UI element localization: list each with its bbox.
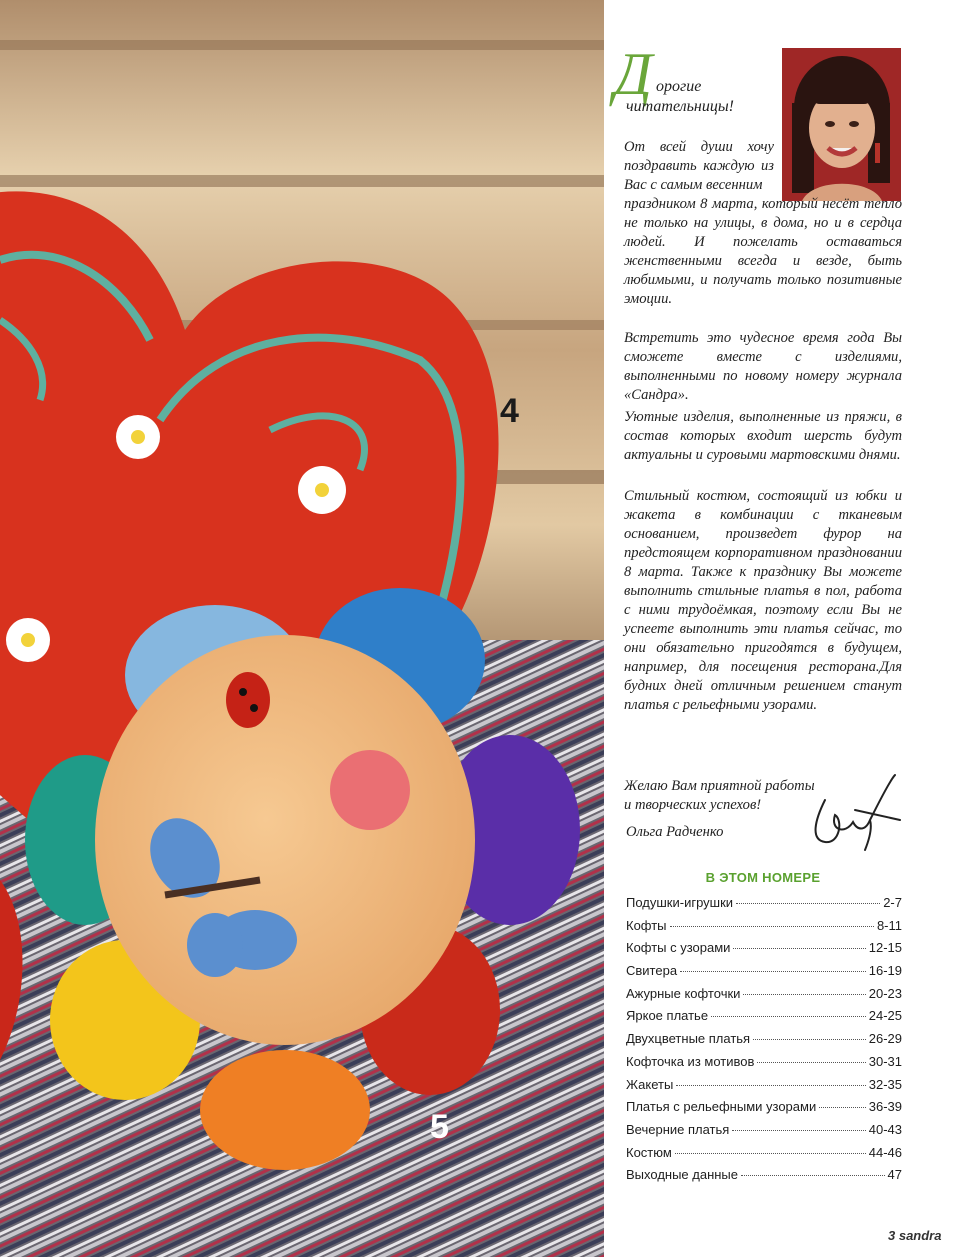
page-footer: 3 sandra — [888, 1228, 942, 1243]
toc-leader-dots — [736, 903, 880, 904]
toc-leader-dots — [757, 1062, 865, 1063]
toc-leader-dots — [741, 1175, 885, 1176]
toc-leader-dots — [732, 1130, 865, 1131]
toc-entry — [626, 918, 902, 941]
toc-entry-pages: 20-23 — [868, 985, 902, 1001]
toc-entry-pages: 2-7 — [883, 895, 902, 910]
letter-closing — [624, 777, 815, 815]
letter-paragraph-1 — [624, 138, 902, 309]
toc-entry-title: Кофточка из мотивов — [626, 1053, 755, 1069]
toc-entry-title: Жакеты — [626, 1076, 674, 1092]
greeting-line-2: читательницы! — [626, 98, 734, 115]
toc-leader-dots — [819, 1107, 866, 1108]
toc-leader-dots — [675, 1153, 866, 1154]
toc-entry-title: Яркое платье — [626, 1008, 709, 1024]
toc-entry-title: Ажурные кофточки — [626, 985, 741, 1001]
toc-entry-title: Двухцветные платья — [626, 1031, 751, 1047]
toc-entry-pages: 24-25 — [868, 1008, 902, 1024]
toc-entry-pages: 16-19 — [868, 963, 902, 979]
toc-leader-dots — [743, 994, 865, 995]
toc-leader-dots — [711, 1016, 866, 1017]
letter-paragraph-1-narrow: От всей души хочу поздравить каждую из Вас с самым весенним — [624, 139, 774, 193]
toc-entry-pages: 36-39 — [868, 1099, 902, 1115]
toc-entry — [626, 1008, 902, 1031]
greeting-line-1: орогие — [656, 78, 702, 95]
photo-label-5: 5 — [430, 1108, 449, 1146]
table-of-contents — [626, 895, 902, 1190]
toc-title: В ЭТОМ НОМЕРЕ — [705, 870, 821, 885]
toc-entry-pages: 47 — [887, 1167, 902, 1183]
toc-entry-title: Кофты с узорами — [626, 940, 731, 956]
toc-entry-title: Вечерние платья — [626, 1121, 730, 1137]
toc-entry-pages: 30-31 — [868, 1053, 902, 1069]
toc-entry-title: Выходные данные — [626, 1167, 739, 1183]
letter-paragraph-4: Стильный костюм, состоящий из юбки и жакета в комбинации с тканевым основанием, произведет фурор на предстоящем корпоративном праздновании 8 марта. Также к празднику Вы можете выполнить стильные платья в пол, работа с ними трудоёмкая, поэтому если Вы не успеете выполнить эти платья сейчас, то они обязательно пригодятся в будущем, например, для посещения ресторана.Для будних дней отличным решением станут платья с рельефными узорами. — [624, 488, 902, 713]
closing-line-1: Желаю Вам приятной работы — [624, 778, 815, 794]
toc-entry — [626, 986, 902, 1009]
toc-entry — [626, 1054, 902, 1077]
toc-entry — [626, 1145, 902, 1168]
toc-entry-title: Костюм — [626, 1144, 672, 1160]
toc-entry — [626, 1031, 902, 1054]
closing-line-2: и творческих успехов! — [624, 797, 762, 813]
letter-paragraph-1-rest: праздником 8 марта, который несёт тепло не только на улицы, в дома, но и в сердца людей. И пожелать оставаться женственными всегда и везде, быть любимыми, и получать только позитивные эмоции. — [624, 196, 902, 307]
toc-entry — [626, 963, 902, 986]
letter-paragraph-2: Встретить это чудесное время года Вы сможете вместе с изделиями, выполненными по новому номеру журнала «Сандра». — [624, 330, 902, 403]
toc-entry-pages: 8-11 — [876, 917, 902, 933]
toc-entry — [626, 895, 902, 918]
toc-leader-dots — [676, 1085, 865, 1086]
toc-entry-pages: 44-46 — [868, 1144, 902, 1160]
toc-entry — [626, 1122, 902, 1145]
toc-leader-dots — [753, 1039, 866, 1040]
toc-entry-pages: 12-15 — [868, 940, 902, 956]
drop-cap: Д — [614, 41, 653, 107]
toc-entry-title: Подушки-игрушки — [626, 895, 734, 910]
toc-entry-title: Кофты — [626, 917, 667, 933]
toc-entry — [626, 940, 902, 963]
toc-entry-title: Свитера — [626, 963, 678, 979]
photo-label-4: 4 — [500, 392, 519, 430]
toc-entry-pages: 40-43 — [868, 1121, 902, 1137]
toc-leader-dots — [680, 971, 866, 972]
toc-entry — [626, 1077, 902, 1100]
toc-entry — [626, 1099, 902, 1122]
toc-entry-pages: 32-35 — [868, 1076, 902, 1092]
handwritten-signature — [795, 770, 905, 855]
letter-paragraph-3: Уютные изделия, выполненные из пряжи, в состав которых входит шерсть будут актуальны и суровыми мартовскими днями. — [624, 409, 902, 463]
toc-entry-title: Платья с рельефными узорами — [626, 1099, 817, 1115]
editor-name: Ольга Радченко — [626, 824, 724, 840]
toc-entry-pages: 26-29 — [868, 1031, 902, 1047]
toc-leader-dots — [670, 926, 874, 927]
toc-entry — [626, 1167, 902, 1190]
toc-leader-dots — [733, 948, 865, 949]
